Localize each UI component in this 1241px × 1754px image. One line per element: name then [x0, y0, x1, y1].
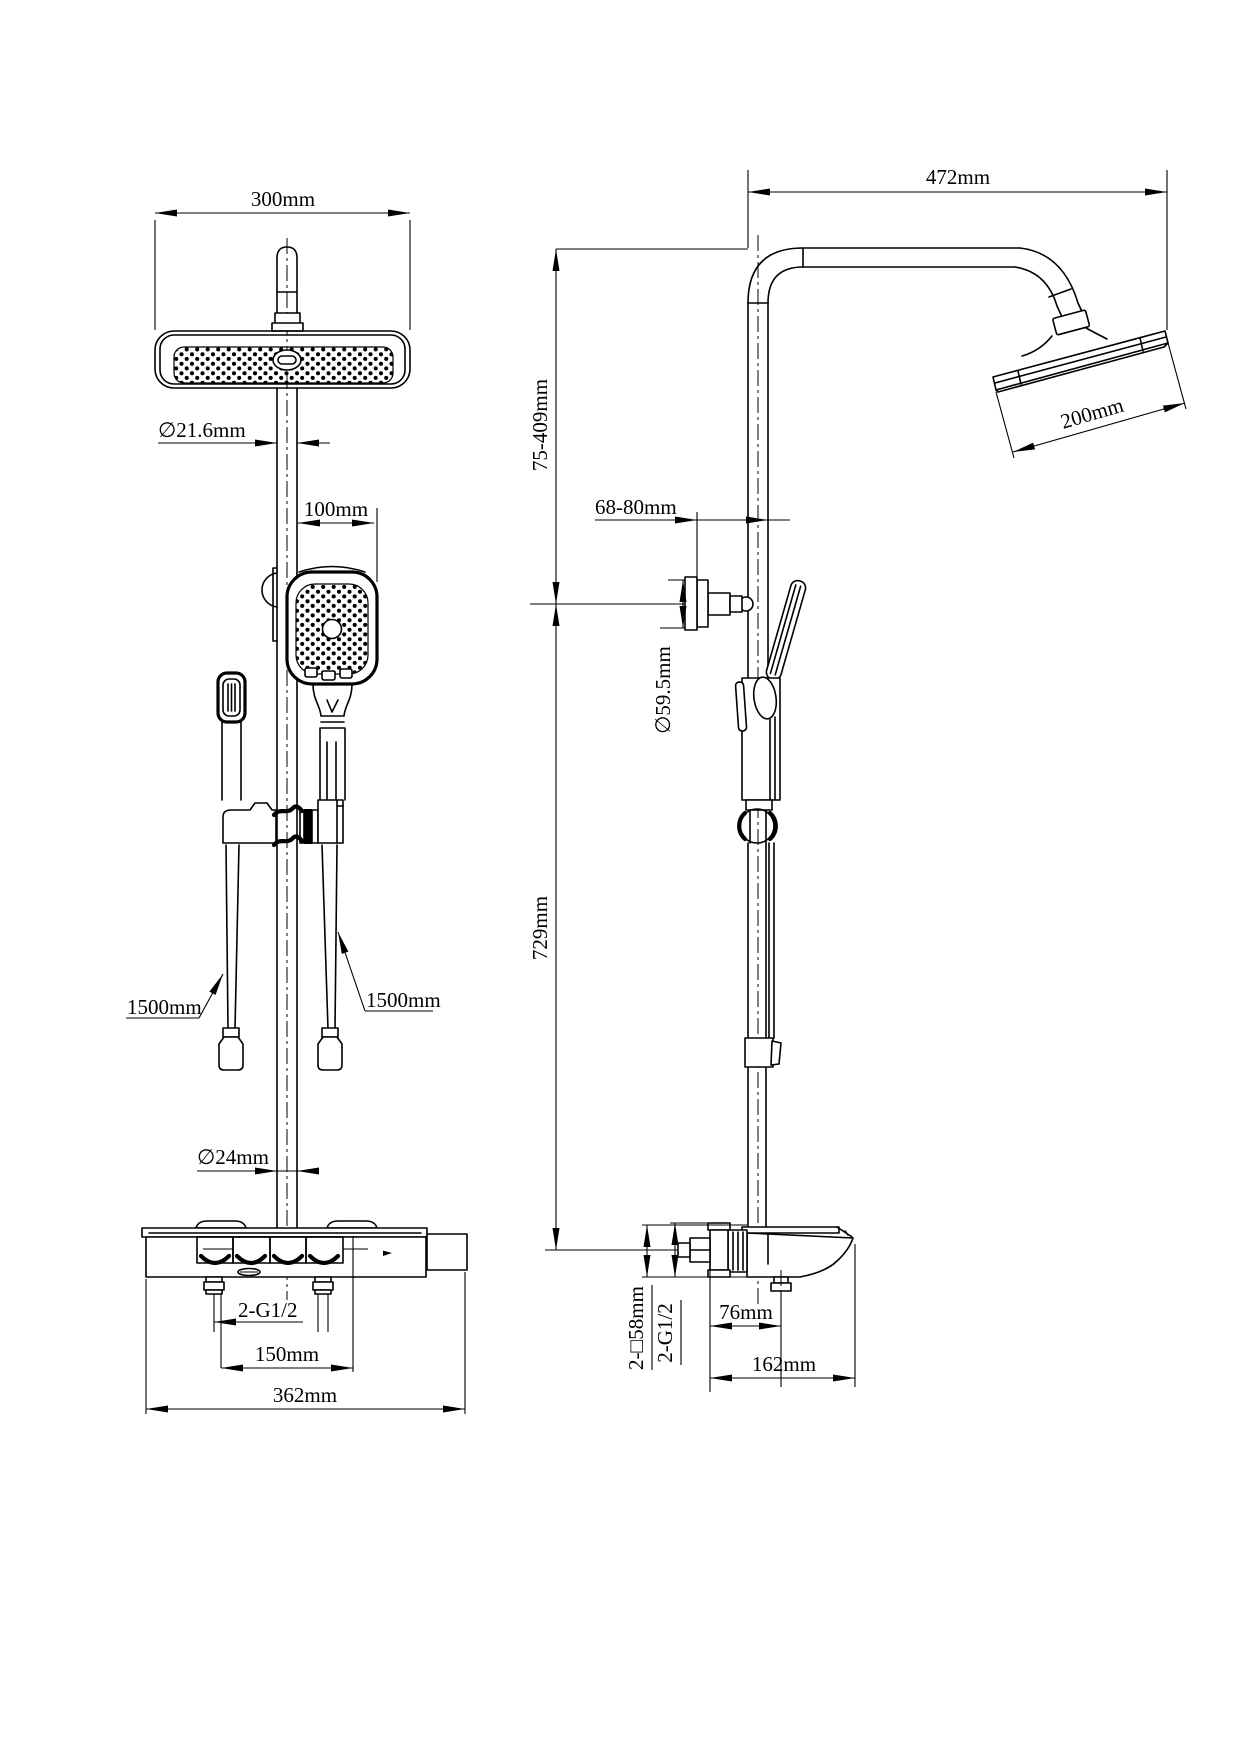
dim-label: 150mm [254, 1342, 320, 1366]
dim-label: ∅59.5mm [651, 646, 675, 734]
overhead-shower-front [155, 331, 410, 388]
dim-label: 162mm [751, 1352, 817, 1376]
hose-weight [318, 1037, 342, 1070]
side-view [528, 165, 1186, 1392]
dim-label: 76mm [719, 1300, 773, 1324]
dim-label: 362mm [272, 1383, 338, 1407]
dim-bracket-offset [595, 495, 790, 578]
valve-panel-side [678, 1223, 853, 1302]
dim-label: 75-409mm [528, 378, 552, 472]
dim-column-diameter [197, 1145, 319, 1171]
inlet-left [204, 1277, 224, 1294]
shower-arm-side [748, 248, 1107, 356]
dim-hose-left [126, 974, 223, 1019]
dim-pipe-diameter [158, 418, 330, 443]
hose-side [745, 843, 781, 1067]
dim-label: 729mm [528, 895, 552, 961]
dim-label: 300mm [250, 187, 316, 211]
dim-label: 472mm [925, 165, 991, 189]
dim-hose-right [338, 932, 441, 1012]
dim-label: 68-80mm [595, 495, 677, 519]
dim-vertical-chain [528, 249, 748, 1250]
dim-label: 100mm [303, 497, 369, 521]
hand-shower-side [735, 579, 807, 810]
hand-center-nozzle [323, 620, 342, 639]
dim-label: ∅21.6mm [158, 418, 246, 442]
dim-label: 200mm [1057, 392, 1127, 434]
wand-sprayer-front [218, 673, 245, 800]
dim-label: 2-G1/2 [238, 1298, 298, 1322]
dim-label: 1500mm [366, 988, 441, 1012]
hose-weight [219, 1037, 243, 1070]
valve-panel-front [142, 1221, 467, 1294]
dim-head-width-300 [155, 187, 410, 330]
overhead-shower-side [993, 331, 1168, 392]
dim-label: 2-□58mm [624, 1286, 648, 1370]
wall-bracket-front [262, 568, 277, 641]
front-view [126, 187, 467, 1414]
dim-label: 1500mm [127, 995, 202, 1019]
slider-bracket-front [223, 800, 343, 845]
inlet-right [313, 1277, 333, 1294]
shower-hoses-front [219, 845, 342, 1070]
dim-label: ∅24mm [197, 1145, 269, 1169]
hand-shower-front [287, 567, 377, 801]
dim-label: 2-G1/2 [653, 1303, 677, 1363]
